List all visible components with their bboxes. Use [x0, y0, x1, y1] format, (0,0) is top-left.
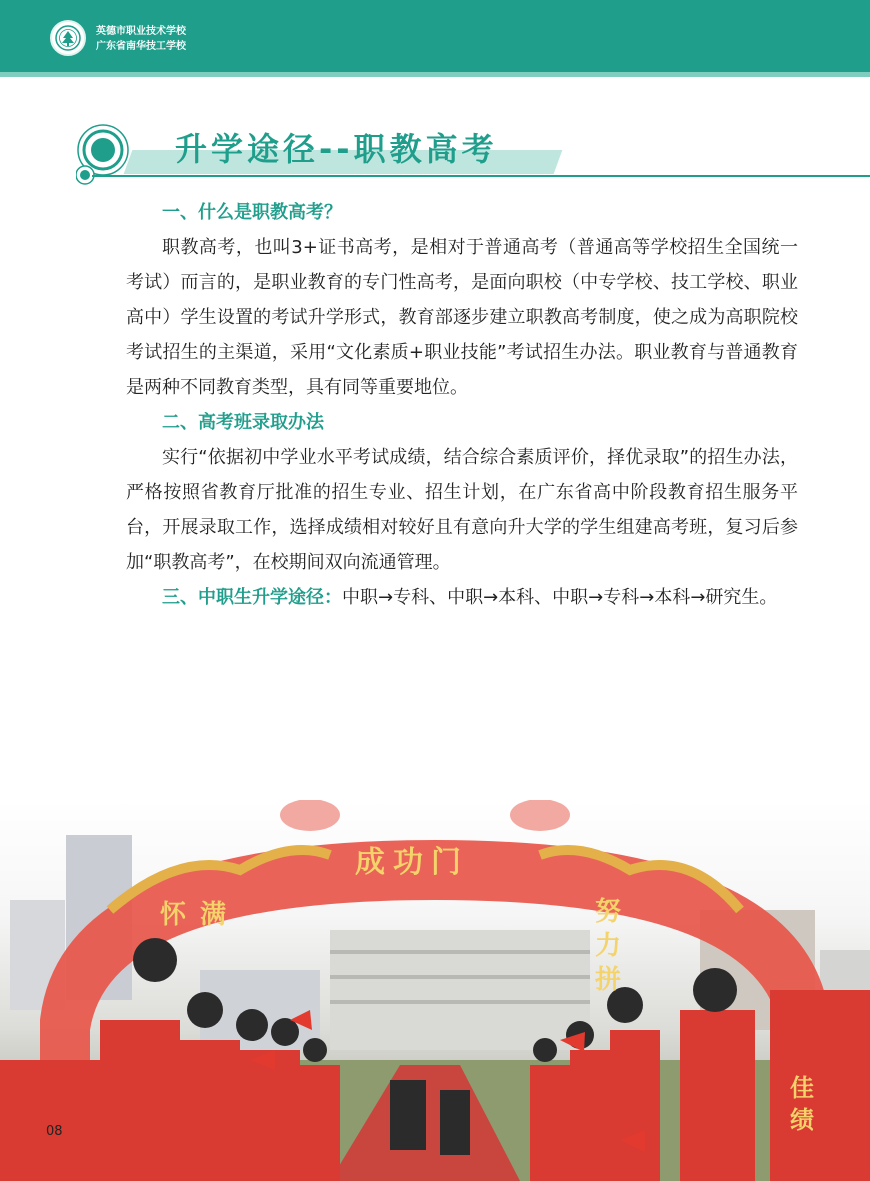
- title-rings-icon: [76, 123, 132, 189]
- school-logo-icon: [50, 20, 86, 56]
- page-number: 08: [46, 1124, 63, 1139]
- title-underline: [92, 175, 870, 177]
- school-name-line2: 广东省南华技工学校: [96, 41, 186, 52]
- section-body-2: 实行“依据初中学业水平考试成绩，结合综合素质评价，择优录取”的招生办法，严格按照省教育厅批准的招生专业、招生计划，在广东省高中阶段教育招生服务平台，开展录取工作，选择成绩相对较好且有意向升大学的学生组建高考班，复习后参加“职教高考”，在校期间双向流通管理。: [126, 447, 798, 573]
- section-heading-3: 三、中职生升学途径：: [162, 587, 342, 608]
- section-3-paragraph: [126, 580, 798, 615]
- arch-text-right: 努力拼: [595, 897, 622, 995]
- header-bar: [0, 0, 870, 72]
- arch-text-left: 怀满: [160, 900, 241, 930]
- arch-text-right-lower: 佳绩: [790, 1074, 814, 1134]
- arch-text-top: 成功门: [355, 845, 469, 880]
- article-body: [126, 195, 798, 615]
- section-body-3: 中职→专科、中职→本科、中职→专科→本科→研究生。: [342, 587, 778, 608]
- section-body-1: 职教高考，也叫3+证书高考，是相对于普通高考（普通高等学校招生全国统一考试）而言的，是职业教育的专门性高考，是面向职校（中专学校、技工学校、职业高中）学生设置的考试升学形式，教育部逐步建立职教高考制度，使之成为高职院校考试招生的主渠道，采用“文化素质+职业技能”考试招生办法。职业教育与普通教育是两种不同教育类型，具有同等重要地位。: [126, 237, 798, 398]
- school-name-line1: 英德市职业技术学校: [96, 26, 186, 37]
- page-title: 升学途径--职教高考: [175, 130, 498, 168]
- section-heading-2: 二、高考班录取办法: [162, 412, 324, 433]
- ceremony-photo: [0, 800, 870, 1181]
- section-heading-1: 一、什么是职教高考？: [162, 202, 342, 223]
- header-stripe: [0, 72, 870, 77]
